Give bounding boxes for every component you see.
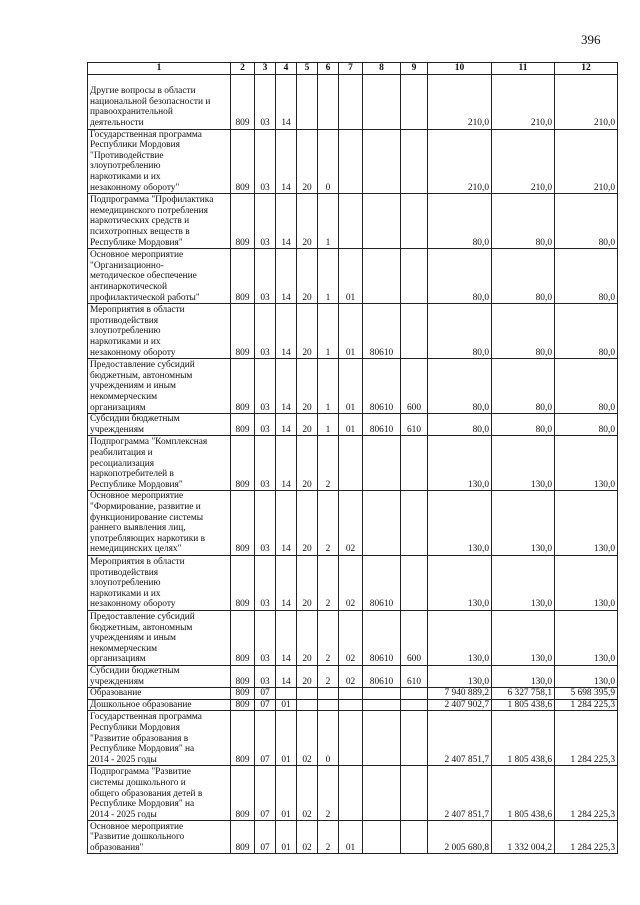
expense-type — [401, 304, 428, 359]
expense-code — [363, 436, 401, 491]
amount-year-3: 1 284 225,3 — [555, 821, 618, 854]
page-number: 396 — [581, 32, 601, 47]
subsection-code: 03 — [255, 414, 276, 436]
expense-type — [401, 436, 428, 491]
event-code — [339, 436, 363, 491]
row-name: Мероприятия в области противодействия злоупотреблению наркотиками и их незаконному обороту — [88, 555, 231, 610]
subsection-code: 03 — [255, 359, 276, 414]
expense-type — [401, 129, 428, 194]
program-code: 01 — [276, 711, 297, 766]
amount-year-2: 130,0 — [492, 436, 555, 491]
table-row — [88, 610, 618, 665]
subsection-code: 03 — [255, 249, 276, 304]
amount-year-1: 210,0 — [428, 129, 492, 194]
event-code: 02 — [339, 491, 363, 556]
event-code: 02 — [339, 665, 363, 687]
expense-code — [363, 688, 401, 700]
table-row — [88, 555, 618, 610]
section-code: 809 — [231, 555, 255, 610]
expense-code — [363, 699, 401, 711]
amount-year-3: 130,0 — [555, 665, 618, 687]
column-header: 8 — [363, 63, 401, 75]
section-code: 809 — [231, 699, 255, 711]
event-code: 01 — [339, 821, 363, 854]
subsection-code: 07 — [255, 711, 276, 766]
expense-type — [401, 688, 428, 700]
section-code: 809 — [231, 766, 255, 821]
column-header: 7 — [339, 63, 363, 75]
expense-code — [363, 491, 401, 556]
direction-code: 1 — [318, 249, 339, 304]
direction-code — [318, 699, 339, 711]
amount-year-2: 130,0 — [492, 665, 555, 687]
amount-year-3: 130,0 — [555, 491, 618, 556]
subsection-code: 07 — [255, 766, 276, 821]
amount-year-2: 130,0 — [492, 491, 555, 556]
amount-year-2: 80,0 — [492, 249, 555, 304]
subprogram-code: 20 — [297, 491, 318, 556]
expense-type — [401, 249, 428, 304]
program-code: 14 — [276, 610, 297, 665]
event-code — [339, 74, 363, 129]
section-code: 809 — [231, 414, 255, 436]
section-code: 809 — [231, 436, 255, 491]
expense-type — [401, 711, 428, 766]
event-code: 01 — [339, 359, 363, 414]
column-header: 2 — [231, 63, 255, 75]
amount-year-1: 130,0 — [428, 610, 492, 665]
table-row — [88, 249, 618, 304]
subsection-code: 07 — [255, 688, 276, 700]
expense-type — [401, 194, 428, 249]
subprogram-code: 02 — [297, 766, 318, 821]
event-code: 01 — [339, 249, 363, 304]
direction-code — [318, 74, 339, 129]
subprogram-code: 02 — [297, 711, 318, 766]
direction-code: 1 — [318, 194, 339, 249]
expense-code: 80610 — [363, 304, 401, 359]
amount-year-1: 210,0 — [428, 74, 492, 129]
section-code: 809 — [231, 74, 255, 129]
subprogram-code: 20 — [297, 414, 318, 436]
direction-code: 0 — [318, 129, 339, 194]
column-header: 12 — [555, 63, 618, 75]
subsection-code: 03 — [255, 194, 276, 249]
row-name: Субсидии бюджетным учреждениям — [88, 665, 231, 687]
amount-year-2: 1 805 438,6 — [492, 699, 555, 711]
subprogram-code: 20 — [297, 665, 318, 687]
expense-code — [363, 74, 401, 129]
amount-year-3: 130,0 — [555, 555, 618, 610]
section-code: 809 — [231, 359, 255, 414]
row-name: Основное мероприятие "Формирование, развитие и функционирование системы раннего выявления лиц, употребляющих наркотики в немедицинских целях" — [88, 491, 231, 556]
amount-year-2: 80,0 — [492, 304, 555, 359]
table-row — [88, 711, 618, 766]
section-code: 809 — [231, 665, 255, 687]
row-name: Предоставление субсидий бюджетным, автономным учреждениям и иным некоммерческим организациям — [88, 359, 231, 414]
direction-code: 2 — [318, 610, 339, 665]
direction-code: 1 — [318, 304, 339, 359]
direction-code: 2 — [318, 766, 339, 821]
expense-code — [363, 249, 401, 304]
expense-type — [401, 821, 428, 854]
direction-code: 2 — [318, 821, 339, 854]
direction-code — [318, 688, 339, 700]
program-code: 01 — [276, 699, 297, 711]
row-name: Основное мероприятие "Организационно- методическое обеспечение антинаркотической профилактической работы" — [88, 249, 231, 304]
subsection-code: 07 — [255, 699, 276, 711]
expense-code: 80610 — [363, 555, 401, 610]
row-name: Подпрограмма "Развитие системы дошкольного и общего образования детей в Республике Мордовия" на 2014 - 2025 годы — [88, 766, 231, 821]
amount-year-1: 130,0 — [428, 436, 492, 491]
table-row — [88, 821, 618, 854]
amount-year-1: 80,0 — [428, 359, 492, 414]
amount-year-3: 1 284 225,3 — [555, 699, 618, 711]
expense-type: 610 — [401, 414, 428, 436]
expense-code — [363, 711, 401, 766]
amount-year-2: 210,0 — [492, 74, 555, 129]
row-name: Государственная программа Республики Мордовия "Развитие образования в Республике Мордовия" на 2014 - 2025 годы — [88, 711, 231, 766]
expense-type — [401, 555, 428, 610]
subprogram-code — [297, 688, 318, 700]
amount-year-3: 80,0 — [555, 249, 618, 304]
amount-year-1: 2 407 851,7 — [428, 711, 492, 766]
expense-type: 610 — [401, 665, 428, 687]
expense-type — [401, 491, 428, 556]
subsection-code: 03 — [255, 74, 276, 129]
amount-year-3: 1 284 225,3 — [555, 766, 618, 821]
amount-year-3: 1 284 225,3 — [555, 711, 618, 766]
event-code — [339, 129, 363, 194]
section-code: 809 — [231, 688, 255, 700]
amount-year-2: 130,0 — [492, 555, 555, 610]
row-name: Другие вопросы в области национальной безопасности и правоохранительной деятельности — [88, 74, 231, 129]
amount-year-1: 2 407 851,7 — [428, 766, 492, 821]
amount-year-3: 80,0 — [555, 359, 618, 414]
program-code: 01 — [276, 766, 297, 821]
event-code — [339, 766, 363, 821]
column-header: 9 — [401, 63, 428, 75]
amount-year-2: 130,0 — [492, 610, 555, 665]
column-header: 3 — [255, 63, 276, 75]
row-name: Предоставление субсидий бюджетным, автономным учреждениям и иным некоммерческим организациям — [88, 610, 231, 665]
expense-code — [363, 194, 401, 249]
program-code: 14 — [276, 359, 297, 414]
section-code: 809 — [231, 249, 255, 304]
direction-code: 2 — [318, 665, 339, 687]
table-row — [88, 766, 618, 821]
amount-year-3: 80,0 — [555, 304, 618, 359]
table-row — [88, 665, 618, 687]
subprogram-code: 02 — [297, 821, 318, 854]
expense-code: 80610 — [363, 414, 401, 436]
column-header: 11 — [492, 63, 555, 75]
program-code: 14 — [276, 491, 297, 556]
subprogram-code: 20 — [297, 194, 318, 249]
row-name: Дошкольное образование — [88, 699, 231, 711]
amount-year-2: 1 805 438,6 — [492, 711, 555, 766]
table-row — [88, 359, 618, 414]
amount-year-3: 130,0 — [555, 610, 618, 665]
header-row — [88, 63, 618, 75]
column-header: 4 — [276, 63, 297, 75]
column-header: 6 — [318, 63, 339, 75]
table-row — [88, 688, 618, 700]
subsection-code: 03 — [255, 491, 276, 556]
table-row — [88, 491, 618, 556]
subprogram-code: 20 — [297, 555, 318, 610]
amount-year-1: 80,0 — [428, 194, 492, 249]
event-code — [339, 711, 363, 766]
column-header: 5 — [297, 63, 318, 75]
expense-type: 600 — [401, 610, 428, 665]
direction-code: 2 — [318, 555, 339, 610]
amount-year-1: 130,0 — [428, 491, 492, 556]
program-code: 01 — [276, 821, 297, 854]
event-code — [339, 699, 363, 711]
section-code: 809 — [231, 711, 255, 766]
direction-code: 2 — [318, 491, 339, 556]
program-code: 14 — [276, 555, 297, 610]
column-header: 1 — [88, 63, 231, 75]
expense-code: 80610 — [363, 665, 401, 687]
table-row — [88, 74, 618, 129]
table-row — [88, 699, 618, 711]
program-code: 14 — [276, 74, 297, 129]
program-code: 14 — [276, 414, 297, 436]
amount-year-2: 6 327 758,1 — [492, 688, 555, 700]
expense-type — [401, 766, 428, 821]
program-code: 14 — [276, 194, 297, 249]
direction-code: 2 — [318, 436, 339, 491]
amount-year-3: 210,0 — [555, 129, 618, 194]
program-code: 14 — [276, 665, 297, 687]
direction-code: 1 — [318, 359, 339, 414]
amount-year-3: 80,0 — [555, 194, 618, 249]
amount-year-3: 5 698 395,9 — [555, 688, 618, 700]
direction-code: 0 — [318, 711, 339, 766]
section-code: 809 — [231, 821, 255, 854]
subprogram-code — [297, 699, 318, 711]
subprogram-code: 20 — [297, 359, 318, 414]
amount-year-1: 80,0 — [428, 414, 492, 436]
subprogram-code: 20 — [297, 436, 318, 491]
amount-year-1: 2 407 902,7 — [428, 699, 492, 711]
section-code: 809 — [231, 610, 255, 665]
row-name: Государственная программа Республики Мордовия "Противодействие злоупотреблению наркотиками и их незаконному обороту" — [88, 129, 231, 194]
amount-year-2: 80,0 — [492, 194, 555, 249]
event-code: 01 — [339, 304, 363, 359]
expense-code — [363, 129, 401, 194]
direction-code: 1 — [318, 414, 339, 436]
subsection-code: 03 — [255, 129, 276, 194]
subprogram-code — [297, 74, 318, 129]
subprogram-code: 20 — [297, 610, 318, 665]
expense-type — [401, 74, 428, 129]
expense-code: 80610 — [363, 610, 401, 665]
amount-year-2: 80,0 — [492, 414, 555, 436]
event-code: 02 — [339, 555, 363, 610]
subsection-code: 03 — [255, 304, 276, 359]
row-name: Субсидии бюджетным учреждениям — [88, 414, 231, 436]
row-name: Образование — [88, 688, 231, 700]
table-row — [88, 129, 618, 194]
amount-year-2: 1 805 438,6 — [492, 766, 555, 821]
amount-year-1: 80,0 — [428, 249, 492, 304]
event-code — [339, 688, 363, 700]
event-code: 01 — [339, 414, 363, 436]
section-code: 809 — [231, 194, 255, 249]
subprogram-code: 20 — [297, 129, 318, 194]
program-code: 14 — [276, 129, 297, 194]
amount-year-1: 80,0 — [428, 304, 492, 359]
amount-year-1: 7 940 889,2 — [428, 688, 492, 700]
budget-table — [87, 62, 618, 854]
amount-year-3: 80,0 — [555, 414, 618, 436]
row-name: Подпрограмма "Комплексная реабилитация и ресоциализация наркопотребителей в Республике Мордовия" — [88, 436, 231, 491]
program-code: 14 — [276, 436, 297, 491]
section-code: 809 — [231, 129, 255, 194]
program-code: 14 — [276, 249, 297, 304]
amount-year-2: 1 332 004,2 — [492, 821, 555, 854]
table-row — [88, 414, 618, 436]
expense-code — [363, 821, 401, 854]
amount-year-1: 130,0 — [428, 665, 492, 687]
expense-type: 600 — [401, 359, 428, 414]
subsection-code: 03 — [255, 665, 276, 687]
row-name: Мероприятия в области противодействия злоупотреблению наркотиками и их незаконному обороту — [88, 304, 231, 359]
program-code: 14 — [276, 304, 297, 359]
expense-code — [363, 766, 401, 821]
amount-year-1: 130,0 — [428, 555, 492, 610]
event-code — [339, 194, 363, 249]
amount-year-2: 80,0 — [492, 359, 555, 414]
subsection-code: 07 — [255, 821, 276, 854]
row-name: Подпрограмма "Профилактика немедицинского потребления наркотических средств и психотропных веществ в Республике Мордовия" — [88, 194, 231, 249]
table-row — [88, 194, 618, 249]
program-code — [276, 688, 297, 700]
section-code: 809 — [231, 304, 255, 359]
table-row — [88, 304, 618, 359]
amount-year-1: 2 005 680,8 — [428, 821, 492, 854]
subsection-code: 03 — [255, 555, 276, 610]
subprogram-code: 20 — [297, 249, 318, 304]
subsection-code: 03 — [255, 436, 276, 491]
table-row — [88, 436, 618, 491]
subprogram-code: 20 — [297, 304, 318, 359]
event-code: 02 — [339, 610, 363, 665]
column-header: 10 — [428, 63, 492, 75]
amount-year-3: 210,0 — [555, 74, 618, 129]
row-name: Основное мероприятие "Развитие дошкольного образования" — [88, 821, 231, 854]
section-code: 809 — [231, 491, 255, 556]
expense-type — [401, 699, 428, 711]
amount-year-3: 130,0 — [555, 436, 618, 491]
amount-year-2: 210,0 — [492, 129, 555, 194]
subsection-code: 03 — [255, 610, 276, 665]
expense-code: 80610 — [363, 359, 401, 414]
